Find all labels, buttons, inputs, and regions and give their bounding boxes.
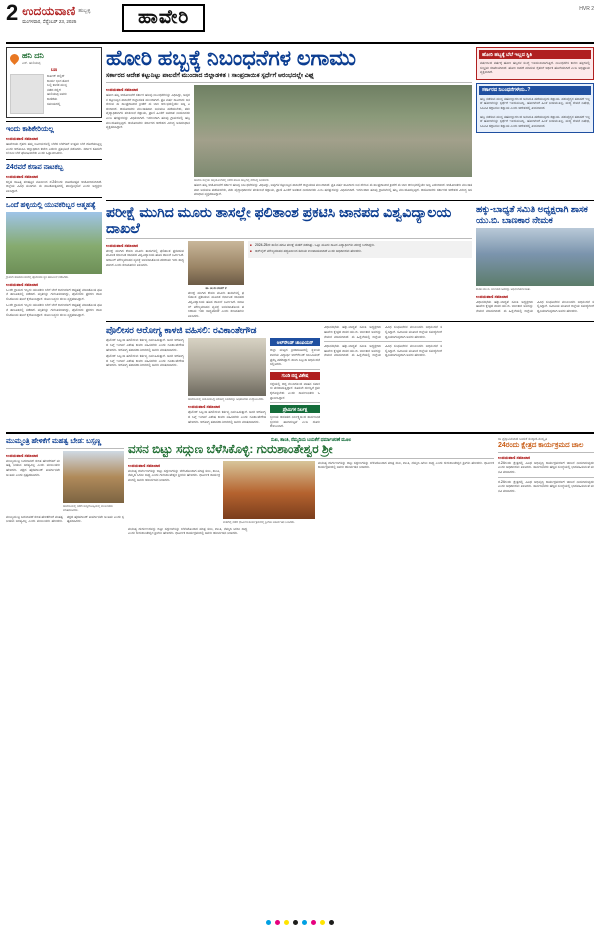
lead-box-1 — [476, 47, 594, 80]
ad-place: ಬಣ — [50, 67, 58, 72]
small-box-1-head: ಗುಂಡಿ ಬಿದ್ದ ವಿಶೇಷ — [270, 372, 320, 380]
registration-dot — [266, 920, 271, 925]
bottom-center-kicker: ಸುಖ, ಶಾಂತಿ, ನೆಮ್ಮದಿಯ ಬಯಕೆಗೆ ಧರ್ಮಾಚರಣೆ ಮೂಲ — [270, 436, 352, 442]
police-byline: ಉದಯವಾಣಿ ಸಮಾಚಾರ — [188, 404, 221, 410]
left-section2-headline: 24ರವರೆ ಕಸಾಪ ನಾಟಕಬ್ಬ — [6, 163, 64, 171]
left-section1-headline: ಇಂದು ಕಾಶಿಕೇರಿಯಲ್ಲ — [6, 126, 54, 133]
lead-side-boxes — [476, 47, 594, 197]
lead-box-1-head: ಹೋರಿ ಹಬ್ಬಕ್ಕೆ ಬೆಲೆ ಇಲ್ಲದ ಸ್ಥಿತಿ — [479, 50, 591, 59]
lead-photo — [194, 85, 472, 177]
bottom-center-story — [128, 437, 494, 536]
lead-headline: ಹೋರಿ ಹಬ್ಬಕ್ಕೆ ನಿಬಂಧನೆಗಳ ಲಗಾಮು — [106, 47, 356, 70]
lead-text-col2: ಹೋರಿ ಹಬ್ಬ ಆಯೋಜನೆಗೆ ಸರ್ಕಾರ ಹಲವು ನಿಬಂಧನೆಗಳನ್ನು ವಿಧಿಸಿದ್ದು, ಅವುಗಳ ಕಟ್ಟುನಿಟ್ಟಿನ ಪಾಲನೆಗೆ ಜಿಲ್ಲಾಡಳಿತ ಮುಂದಾಗಿದೆ. ಪ್ರತಿ ವರ್ಷ ಸಾವಿರಾರು ಜನ ಸೇರುವ ಈ ಸಾಂಪ್ರದಾಯಿಕ ಕ್ರೀಡೆಗೆ ಈ ಬಾರಿ ಆರಂಭದಲ್ಲಿಯೇ ಅಡ್ಡಿ ಎದುರಾಗಿದೆ. ಆಯೋಜಕರು ಮುಂಚಿತವಾಗಿ ಅನುಮತಿ ಪಡೆಯಬೇಕು, ಪಶು ವೈದ್ಯಾಧಿಕಾರಿಗಳ ಪರಿಶೀಲನೆ ಕಡ್ಡಾಯ, ಪ್ರಾಣಿ ಹಿಂಸೆಗೆ ಅವಕಾಶ ನೀಡಬಾರದು ಎಂಬ ಷರತ್ತುಗಳನ್ನು ವಿಧಿಸಲಾಗಿದೆ. ಇದರಿಂದಾಗಿ ಹಲವು ಗ್ರಾಮಗಳಲ್ಲಿ ಹಬ್ಬ ಮುಂದೂಡಲ್ಪಟ್ಟಿದೆ. ಆಯೋಜಕರು ಸರ್ಕಾರದ ಆದೇಶದ ವಿರುದ್ಧ ಅಸಮಾಧಾನ ವ್ಯಕ್ತಪಡಿಸಿದ್ದಾರೆ. — [194, 183, 472, 197]
left-section3-text: ಒಂದೇ ಗ್ರಾಮದ ಇಬ್ಬರು ಯುವಕರು ಬೇರೆ ಬೇರೆ ಕಾರಣಗಳಿಗೆ ಆತ್ಮಹತ್ಯೆ ಮಾಡಿಕೊಂಡ ಘಟನೆ ತಾಲೂಕಿನಲ್ಲಿ ನಡೆದಿದೆ. ಮೃತರನ್ನು ಗುರುತಿಸಲಾಗಿದ್ದು, ಪೊಲೀಸರು ಪ್ರಕರಣ ದಾಖಲಿಸಿಕೊಂಡು ತನಿಖೆ ಕೈಗೊಂಡಿದ್ದಾರೆ. ಕುಟುಂಬಸ್ಥರು ದುಃಖ ವ್ಯಕ್ತಪಡಿಸಿದ್ದಾರೆ. — [6, 287, 102, 301]
police-text-col2: ಪೊಲೀಸ್ ಸಿಬ್ಬಂದಿ ಹಗಲಿರುಳು ಕರ್ತವ್ಯ ನಿರ್ವಹಿಸುತ್ತಾರೆ. ಅವರ ಆರೋಗ್ಯದ ಬಗ್ಗೆ ಇಲಾಖೆ ವಿಶೇಷ ಕಾಳಜಿ ವಹಿಸಬೇಕು ಎಂದು ರವಿಕಾಂತೇಗೌಡ ಹೇಳಿದರು. ಆರೋಗ್ಯ ತಪಾಸಣಾ ಶಿಬಿರದಲ್ಲಿ ಅವರು ಮಾತನಾಡಿದರು. — [188, 410, 266, 424]
champion-text: ಜಿಲ್ಲಾ ಮಟ್ಟದ ಕ್ರೀಡಾಕೂಟದಲ್ಲಿ ಸ್ಥಳೀಯ ಶಾಲೆಯ ವಿದ್ಯಾರ್ಥಿ ಆಲ್‌ರೌಂಡ್ ಚಾಂಪಿಯನ್ ಪ್ರಶಸ್ತಿ ಪಡೆದಿದ್ದಾರೆ. ಶಾಲಾ ಸಿಬ್ಬಂದಿ ಅಭಿನಂದನೆ ಸಲ್ಲಿಸಿದರು. — [270, 348, 320, 367]
lead-photo-caption: ಹಾವೇರಿ ಜಿಲ್ಲೆಯ ಹಳ್ಳಿಯೊಂದರಲ್ಲಿ ನಡೆದ ಹೋರಿ ಹಬ್ಬದಲ್ಲಿ ನೆರೆದಿದ್ದ ಜನಸಾಗರ. — [194, 178, 270, 182]
left-section1-text: ಹಾವೇರಿಯ ರೈತರು ತಮ್ಮ ಜಮೀನುಗಳಲ್ಲಿ ಬೆಳೆದ ಬೆಳೆಗಳಿಗೆ ಉತ್ತಮ ಬೆಲೆ ದೊರೆಯುತ್ತಿಲ್ಲ ಎಂದು ಆರೋಪಿಸಿ ಜಿಲ್ಲಾಧಿಕಾರಿ ಕಚೇರಿ ಎದುರು ಪ್ರತಿಭಟನೆ ನಡೆಸಿದರು. ಸರ್ಕಾರ ಕೂಡಲೇ ಬೆಂಬಲ ಬೆಲೆ ಘೋಷಿಸಬೇಕು ಎಂದು ಒತ್ತಾಯಿಸಿದರು. — [6, 142, 102, 156]
exam-portrait-caption: ಡಾ. ತೀ.ನಂ ಶಂಕರ್ ಕೆ — [205, 285, 227, 290]
bottom-left-byline: ಉದಯವಾಣಿ ಸಮಾಚಾರ — [6, 452, 39, 458]
bottom-left-text: ಮುಖ್ಯಮಂತ್ರಿ ಬದಲಾವಣೆ ಕುರಿತ ಹೇಳಿಕೆಗಳಿಗೆ ಮಹತ್ವ ನೀಡುವ ಅಗತ್ಯವಿಲ್ಲ ಎಂದು ಮುಖಂಡರು ಹೇಳಿದರು. ಪಕ್ಷದ ಹೈಕಮಾಂಡ್ ತೀರ್ಮಾನವೇ ಅಂತಿಮ ಎಂದು ಸ್ಪಷ್ಟಪಡಿಸಿದರು. — [6, 458, 60, 477]
hakku-story — [476, 204, 594, 319]
registration-dot — [320, 920, 325, 925]
bottom-center-photo — [223, 461, 315, 519]
masthead-left — [6, 0, 106, 25]
left-section1-byline: ಉದಯವಾಣಿ ಸಮಾಚಾರ — [6, 136, 39, 141]
registration-dot — [302, 920, 307, 925]
ad-line: ಕಾಣಿಕೆಯ — [47, 96, 58, 101]
hakku-caption: ಶಾಸಕ ಯು.ಬಿ. ಬಾಣಕಾರ ಅವರನ್ನು ಅಭಿನಂದಿಸಲಾಯಿತು. — [476, 286, 531, 291]
registration-dot — [293, 920, 298, 925]
registration-dot — [329, 920, 334, 925]
masthead — [6, 0, 594, 44]
column-left — [6, 47, 102, 429]
bottom-center-text-cont2: ಮನುಷ್ಯ ದುರ್ಗುಣಗಳನ್ನು ಬಿಟ್ಟು ಸದ್ಗುಣಗಳನ್ನು ಬೆಳೆಸಿಕೊಂಡಾಗ ಮಾತ್ರ ಸುಖ, ಶಾಂತಿ, ನೆಮ್ಮದಿ ಸಿಗಲು ಸಾಧ್ಯ ಎಂದು ಗುರುಶಾಂತೇಶ್ವರ ಶ್ರೀಗಳು ಹೇಳಿದರು. ಧಾರ್ಮಿಕ ಕಾರ್ಯಕ್ರಮದಲ್ಲಿ ಅವರು ಆಶೀರ್ವಚನ ನೀಡಿದರು. — [128, 526, 248, 536]
registration-dot — [311, 920, 316, 925]
left-section2-byline: ಉದಯವಾಣಿ ಸಮಾಚಾರ — [6, 173, 39, 179]
hakku-photo — [476, 228, 594, 286]
hakku-text-cont2: ವಿಧಾನಸಭೆಯ ಹಕ್ಕು-ಬಾಧ್ಯತೆ ಸಮಿತಿ ಅಧ್ಯಕ್ಷರಾಗಿ ಹಾವೇರಿ ಕ್ಷೇತ್ರದ ಶಾಸಕ ಯು.ಬಿ. ಬಾಣಕಾರ ಅವರನ್ನು ನೇಮಕ ಮಾಡಲಾಗಿದೆ. ಈ ಹಿನ್ನೆಲೆಯಲ್ಲಿ ಜಿಲ್ಲೆಯ ವಿವಿಧ ಸಂಘಟನೆಗಳ ಮುಖಂಡರು ಅಭಿನಂದನೆ ಸಲ್ಲಿಸಿದ್ದಾರೆ. ಸಮಿತಿಯ ಮೂಲಕ ಜಿಲ್ಲೆಯ ಸಮಸ್ಯೆಗಳಿಗೆ ಧ್ವನಿಯಾಗುವುದಾಗಿ ಅವರು ಹೇಳಿದರು. — [324, 344, 442, 358]
bottom-center-text-cont: ಮನುಷ್ಯ ದುರ್ಗುಣಗಳನ್ನು ಬಿಟ್ಟು ಸದ್ಗುಣಗಳನ್ನು ಬೆಳೆಸಿಕೊಂಡಾಗ ಮಾತ್ರ ಸುಖ, ಶಾಂತಿ, ನೆಮ್ಮದಿ ಸಿಗಲು ಸಾಧ್ಯ ಎಂದು ಗುರುಶಾಂತೇಶ್ವರ ಶ್ರೀಗಳು ಹೇಳಿದರು. ಧಾರ್ಮಿಕ ಕಾರ್ಯಕ್ರಮದಲ್ಲಿ ಅವರು ಆಶೀರ್ವಚನ ನೀಡಿದರು. — [318, 460, 494, 470]
bottom-right-text-cont: ಸೆ.24ರಂದು ಕ್ಷೇತ್ರದಲ್ಲಿ ವಿವಿಧ ಅಭಿವೃದ್ಧಿ ಕಾರ್ಯಕ್ರಮಗಳಿಗೆ ಚಾಲನೆ ನೀಡಲಾಗುವುದು ಎಂದು ಅಧಿಕಾರಿಗಳು ತಿಳಿಸಿದರು. ಸಾರ್ವಜನಿಕರು ಹೆಚ್ಚಿನ ಸಂಖ್ಯೆಯಲ್ಲಿ ಭಾಗವಹಿಸುವಂತೆ ಮನವಿ ಮಾಡಿದರು. — [498, 479, 594, 493]
ad-brand: ಹನಿ ದನಿ — [22, 51, 44, 60]
lead-text-col1: ಹೋರಿ ಹಬ್ಬ ಆಯೋಜನೆಗೆ ಸರ್ಕಾರ ಹಲವು ನಿಬಂಧನೆಗಳನ್ನು ವಿಧಿಸಿದ್ದು, ಅವುಗಳ ಕಟ್ಟುನಿಟ್ಟಿನ ಪಾಲನೆಗೆ ಜಿಲ್ಲಾಡಳಿತ ಮುಂದಾಗಿದೆ. ಪ್ರತಿ ವರ್ಷ ಸಾವಿರಾರು ಜನ ಸೇರುವ ಈ ಸಾಂಪ್ರದಾಯಿಕ ಕ್ರೀಡೆಗೆ ಈ ಬಾರಿ ಆರಂಭದಲ್ಲಿಯೇ ಅಡ್ಡಿ ಎದುರಾಗಿದೆ. ಆಯೋಜಕರು ಮುಂಚಿತವಾಗಿ ಅನುಮತಿ ಪಡೆಯಬೇಕು, ಪಶು ವೈದ್ಯಾಧಿಕಾರಿಗಳ ಪರಿಶೀಲನೆ ಕಡ್ಡಾಯ, ಪ್ರಾಣಿ ಹಿಂಸೆಗೆ ಅವಕಾಶ ನೀಡಬಾರದು ಎಂಬ ಷರತ್ತುಗಳನ್ನು ವಿಧಿಸಲಾಗಿದೆ. ಇದರಿಂದಾಗಿ ಹಲವು ಗ್ರಾಮಗಳಲ್ಲಿ ಹಬ್ಬ ಮುಂದೂಡಲ್ಪಟ್ಟಿದೆ. ಆಯೋಜಕರು ಸರ್ಕಾರದ ಆದೇಶದ ವಿರುದ್ಧ ಅಸಮಾಧಾನ ವ್ಯಕ್ತಪಡಿಸಿದ್ದಾರೆ. — [106, 93, 190, 130]
left-section3-photo — [6, 212, 102, 274]
lead-box-2-text-cont: ಹಬ್ಬ ನಡೆಸುವ ಮುನ್ನ ತಹಶೀಲ್ದಾರರಿಂದ ಅನುಮತಿ ಪಡೆಯುವುದು ಕಡ್ಡಾಯ. ಪಶುವೈದ್ಯರ ತಪಾಸಣೆ ಇಲ್ಲದೆ ಹೋರಿಗಳನ್ನು ಸ್ಪರ್ಧೆಗೆ ಇಳಿಸುವಂತಿಲ್ಲ. ಹೋರಿಗಳಿಗೆ ಹಿಂಸೆ ನೀಡುವಂತಿಲ್ಲ, ಮದ್ಯ ಸೇವನೆ ನಿಷೇಧ, ಸಿಸಿಟಿವಿ ಕಣ್ಗಾವಲು ಕಡ್ಡಾಯ ಎಂದು ಆದೇಶದಲ್ಲಿ ತಿಳಿಸಲಾಗಿದೆ. — [480, 114, 590, 128]
hakku-text: ವಿಧಾನಸಭೆಯ ಹಕ್ಕು-ಬಾಧ್ಯತೆ ಸಮಿತಿ ಅಧ್ಯಕ್ಷರಾಗಿ ಹಾವೇರಿ ಕ್ಷೇತ್ರದ ಶಾಸಕ ಯು.ಬಿ. ಬಾಣಕಾರ ಅವರನ್ನು ನೇಮಕ ಮಾಡಲಾಗಿದೆ. ಈ ಹಿನ್ನೆಲೆಯಲ್ಲಿ ಜಿಲ್ಲೆಯ ವಿವಿಧ ಸಂಘಟನೆಗಳ ಮುಖಂಡರು ಅಭಿನಂದನೆ ಸಲ್ಲಿಸಿದ್ದಾರೆ. ಸಮಿತಿಯ ಮೂಲಕ ಜಿಲ್ಲೆಯ ಸಮಸ್ಯೆಗಳಿಗೆ ಧ್ವನಿಯಾಗುವುದಾಗಿ ಅವರು ಹೇಳಿದರು. — [476, 299, 594, 313]
bottom-right-story — [498, 437, 594, 536]
bottom-center-headline: ವಸನ ಬಿಟ್ಟು ಸದ್ಗುಣ ಬೆಳೆಸಿಕೊಳ್ಳಿ: ಗುರುಶಾಂತೇಶ್ವರ ಶ್ರೀ — [128, 441, 333, 456]
exam-bullet: ■ 2024-25ನೇ ಸಾಲಿನ ಪದವಿ ಪರೀಕ್ಷೆ ಈಚೆಗೆ ನಡೆದಿತ್ತು. ಒಟ್ಟು ಮೂರು ಸಾವಿರ ವಿದ್ಯಾರ್ಥಿಗಳು ಪರೀಕ್ಷೆ ಬರೆದಿದ್ದರು. — [250, 243, 470, 248]
lead-box-2-text: ಹಬ್ಬ ನಡೆಸುವ ಮುನ್ನ ತಹಶೀಲ್ದಾರರಿಂದ ಅನುಮತಿ ಪಡೆಯುವುದು ಕಡ್ಡಾಯ. ಪಶುವೈದ್ಯರ ತಪಾಸಣೆ ಇಲ್ಲದೆ ಹೋರಿಗಳನ್ನು ಸ್ಪರ್ಧೆಗೆ ಇಳಿಸುವಂತಿಲ್ಲ. ಹೋರಿಗಳಿಗೆ ಹಿಂಸೆ ನೀಡುವಂತಿಲ್ಲ, ಮದ್ಯ ಸೇವನೆ ನಿಷೇಧ, ಸಿಸಿಟಿವಿ ಕಣ್ಗಾವಲು ಕಡ್ಡಾಯ ಎಂದು ಆದೇಶದಲ್ಲಿ ತಿಳಿಸಲಾಗಿದೆ. — [480, 96, 590, 110]
exam-bullet: ■ ಆನ್‌ಲೈನ್ ಮೌಲ್ಯಮಾಪನ ಪದ್ಧತಿಯಿಂದ ಸಮಯ ಉಳಿತಾಯವಾಗಿದೆ ಎಂದು ಅಧಿಕಾರಿಗಳು ಹೇಳಿದರು. — [250, 249, 470, 254]
ad-line: ಕಾರ್ಯ ಭಾರ ತೋರ — [47, 78, 70, 83]
second-band — [106, 204, 594, 319]
ad-sub: ಎಸ್. ಹುಲಿಯಪ್ಪ — [22, 61, 41, 65]
paper-name: ಉದಯವಾಣಿ — [22, 4, 76, 18]
left-section3-text-cont: ಒಂದೇ ಗ್ರಾಮದ ಇಬ್ಬರು ಯುವಕರು ಬೇರೆ ಬೇರೆ ಕಾರಣಗಳಿಗೆ ಆತ್ಮಹತ್ಯೆ ಮಾಡಿಕೊಂಡ ಘಟನೆ ತಾಲೂಕಿನಲ್ಲಿ ನಡೆದಿದೆ. ಮೃತರನ್ನು ಗುರುತಿಸಲಾಗಿದ್ದು, ಪೊಲೀಸರು ಪ್ರಕರಣ ದಾಖಲಿಸಿಕೊಂಡು ತನಿಖೆ ಕೈಗೊಂಡಿದ್ದಾರೆ. ಕುಟುಂಬಸ್ಥರು ದುಃಖ ವ್ಯಕ್ತಪಡಿಸಿದ್ದಾರೆ. — [6, 303, 102, 317]
bottom-center-text: ಮನುಷ್ಯ ದುರ್ಗುಣಗಳನ್ನು ಬಿಟ್ಟು ಸದ್ಗುಣಗಳನ್ನು ಬೆಳೆಸಿಕೊಂಡಾಗ ಮಾತ್ರ ಸುಖ, ಶಾಂತಿ, ನೆಮ್ಮದಿ ಸಿಗಲು ಸಾಧ್ಯ ಎಂದು ಗುರುಶಾಂತೇಶ್ವರ ಶ್ರೀಗಳು ಹೇಳಿದರು. ಧಾರ್ಮಿಕ ಕಾರ್ಯಕ್ರಮದಲ್ಲಿ ಅವರು ಆಶೀರ್ವಚನ ನೀಡಿದರು. — [128, 468, 220, 483]
exam-text-2: ಪರೀಕ್ಷೆ ಮುಗಿದ ಕೇವಲ ಮೂರು ತಾಸುಗಳಲ್ಲಿ ಫಲಿತಾಂಶ ಪ್ರಕಟಿಸುವ ಮೂಲಕ ಕರ್ನಾಟಕ ಜಾನಪದ ವಿಶ್ವವಿದ್ಯಾಲಯ ಹೊಸ ದಾಖಲೆ ನಿರ್ಮಿಸಿದೆ. ಡಿಜಿಟಲ್ ಮೌಲ್ಯಮಾಪನ ವ್ಯವಸ್ಥೆ ಅಳವಡಿಸಿಕೊಂಡ ಪರಿಣಾಮ ಇದು ಸಾಧ್ಯವಾಗಿದೆ ಎಂದು ಕುಲಪತಿಗಳು ತಿಳಿಸಿದರು. — [188, 290, 244, 318]
ad-text — [47, 74, 98, 114]
police-text-col1b: ಪೊಲೀಸ್ ಸಿಬ್ಬಂದಿ ಹಗಲಿರುಳು ಕರ್ತವ್ಯ ನಿರ್ವಹಿಸುತ್ತಾರೆ. ಅವರ ಆರೋಗ್ಯದ ಬಗ್ಗೆ ಇಲಾಖೆ ವಿಶೇಷ ಕಾಳಜಿ ವಹಿಸಬೇಕು ಎಂದು ರವಿಕಾಂತೇಗೌಡ ಹೇಳಿದರು. ಆರೋಗ್ಯ ತಪಾಸಣಾ ಶಿಬಿರದಲ್ಲಿ ಅವರು ಮಾತನಾಡಿದರು. — [106, 354, 184, 368]
left-section3-byline: ಉದಯವಾಣಿ ಸಮಾಚಾರ — [6, 281, 39, 287]
ad-image — [10, 74, 44, 114]
page-number: 2 — [6, 0, 19, 25]
police-caption: ಹಾವೇರಿಯಲ್ಲಿ ಆಯೋಜಿಸಿದ್ದ ಆರೋಗ್ಯ ಶಿಬಿರವನ್ನು ಅಧಿಕಾರಿಗಳು ಉದ್ಘಾಟಿಸಿದರು. — [188, 397, 265, 402]
police-text-col1: ಪೊಲೀಸ್ ಸಿಬ್ಬಂದಿ ಹಗಲಿರುಳು ಕರ್ತವ್ಯ ನಿರ್ವಹಿಸುತ್ತಾರೆ. ಅವರ ಆರೋಗ್ಯದ ಬಗ್ಗೆ ಇಲಾಖೆ ವಿಶೇಷ ಕಾಳಜಿ ವಹಿಸಬೇಕು ಎಂದು ರವಿಕಾಂತೇಗೌಡ ಹೇಳಿದರು. ಆರೋಗ್ಯ ತಪಾಸಣಾ ಶಿಬಿರದಲ್ಲಿ ಅವರು ಮಾತನಾಡಿದರು. — [106, 338, 184, 352]
exam-story — [106, 204, 472, 319]
paper-date: ಮಂಗಳವಾರ, ಸೆಪ್ಟೆಂಬರ್ 23, 2025 — [22, 19, 77, 24]
hakku-headline: ಹಕ್ಕು-ಬಾಧ್ಯತೆ ಸಮಿತಿ ಅಧ್ಯಕ್ಷರಾಗಿ ಶಾಸಕ ಯು.ಬಿ. ಬಾಣಕಾರ ನೇಮಕ — [476, 203, 588, 225]
hakku-text-cont: ವಿಧಾನಸಭೆಯ ಹಕ್ಕು-ಬಾಧ್ಯತೆ ಸಮಿತಿ ಅಧ್ಯಕ್ಷರಾಗಿ ಹಾವೇರಿ ಕ್ಷೇತ್ರದ ಶಾಸಕ ಯು.ಬಿ. ಬಾಣಕಾರ ಅವರನ್ನು ನೇಮಕ ಮಾಡಲಾಗಿದೆ. ಈ ಹಿನ್ನೆಲೆಯಲ್ಲಿ ಜಿಲ್ಲೆಯ ವಿವಿಧ ಸಂಘಟನೆಗಳ ಮುಖಂಡರು ಅಭಿನಂದನೆ ಸಲ್ಲಿಸಿದ್ದಾರೆ. ಸಮಿತಿಯ ಮೂಲಕ ಜಿಲ್ಲೆಯ ಸಮಸ್ಯೆಗಳಿಗೆ ಧ್ವನಿಯಾಗುವುದಾಗಿ ಅವರು ಹೇಳಿದರು. — [324, 325, 442, 339]
champion-head: ಆಲ್‌ರೌಂಡ್ ಚಾಂಪಿಯನ್ — [270, 338, 320, 346]
hakku-byline: ಉದಯವಾಣಿ ಸಮಾಚಾರ — [476, 293, 509, 299]
ad-line: ಬಲ್ಲಿ ಕಾಣಿಕ ಮುನ್ನ — [47, 83, 68, 88]
lead-box-1-text: ವರ್ಷದಿಂದ ವರ್ಷಕ್ಕೆ ಹೋರಿ ಹಬ್ಬಗಳ ಸಂಖ್ಯೆ ಇಳಿಮುಖವಾಗುತ್ತಿದೆ. ನಿಬಂಧನೆಗಳ ಕಾರಣ ಹಳ್ಳಿಗಳಲ್ಲಿ ಸಂಭ್ರಮ ಕಡಿಮೆಯಾಗಿದೆ. ಹೋರಿ ಸಾಕಣೆ ಮಾಡುವ ರೈತರಿಗೆ ಆರ್ಥಿಕ ಹೊರೆಯಾಗಿದೆ ಎಂಬ ಅಭಿಪ್ರಾಯ ವ್ಯಕ್ತವಾಗಿದೆ. — [480, 61, 590, 75]
exam-text: ಪರೀಕ್ಷೆ ಮುಗಿದ ಕೇವಲ ಮೂರು ತಾಸುಗಳಲ್ಲಿ ಫಲಿತಾಂಶ ಪ್ರಕಟಿಸುವ ಮೂಲಕ ಕರ್ನಾಟಕ ಜಾನಪದ ವಿಶ್ವವಿದ್ಯಾಲಯ ಹೊಸ ದಾಖಲೆ ನಿರ್ಮಿಸಿದೆ. ಡಿಜಿಟಲ್ ಮೌಲ್ಯಮಾಪನ ವ್ಯವಸ್ಥೆ ಅಳವಡಿಸಿಕೊಂಡ ಪರಿಣಾಮ ಇದು ಸಾಧ್ಯವಾಗಿದೆ ಎಂದು ಕುಲಪತಿಗಳು ತಿಳಿಸಿದರು. — [106, 248, 184, 267]
edition-title-wrap — [106, 4, 554, 32]
bottom-center-byline: ಉದಯವಾಣಿ ಸಮಾಚಾರ — [128, 462, 161, 468]
registration-dot — [275, 920, 280, 925]
lead-byline: ಉದಯವಾಣಿ ಸಮಾಚಾರ — [106, 87, 139, 92]
police-photo — [188, 338, 266, 396]
exam-headline: ಪರೀಕ್ಷೆ ಮುಗಿದ ಮೂರು ತಾಸಲ್ಲೇ ಫಲಿತಾಂಶ ಪ್ರಕಟಿಸಿ ಜಾನಪದ ವಿಶ್ವವಿದ್ಯಾಲಯ ದಾಖಲೆ — [106, 203, 452, 236]
registration-marks — [266, 920, 334, 925]
bottom-left-caption: ಹಾವೇರಿಯಲ್ಲಿ ನಡೆದ ಸುದ್ದಿಗೋಷ್ಠಿಯಲ್ಲಿ ಮುಖಂಡರು ಮಾತನಾಡಿದರು. — [63, 503, 113, 512]
small-box-1-text: ರಸ್ತೆಯಲ್ಲಿ ಬಿದ್ದ ಗುಂಡಿಗಳಿಂದ ವಾಹನ ಸವಾರರು ಪರದಾಡುತ್ತಿದ್ದಾರೆ. ಕೂಡಲೇ ದುರಸ್ತಿಗೆ ಕ್ರಮ ಕೈಗೊಳ್ಳಬೇಕು ಎಂದು ಸಾರ್ವಜನಿಕರು ಒತ್ತಾಯಿಸಿದ್ದಾರೆ. — [270, 381, 320, 400]
bottom-left-story — [6, 437, 124, 536]
droplet-icon — [8, 52, 21, 65]
ad-top-left — [6, 47, 102, 118]
main-grid — [6, 47, 594, 429]
left-section2-text: ಕನ್ನಡ ಸಾಹಿತ್ಯ ಪರಿಷತ್ತಿನ ವತಿಯಿಂದ ಸೆ.24ರಂದು ನಾಟಕೋತ್ಸವ ಆಯೋಜಿಸಲಾಗಿದೆ. ಜಿಲ್ಲೆಯ ವಿವಿಧ ತಂಡಗಳು ಈ ನಾಟಕೋತ್ಸವದಲ್ಲಿ ಪಾಲ್ಗೊಳ್ಳಲಿವೆ ಎಂದು ಅಧ್ಯಕ್ಷರು ತಿಳಿಸಿದ್ದಾರೆ. — [6, 179, 102, 193]
edition-title: ಹಾವೇರಿ — [122, 4, 205, 32]
ad-logo-row — [10, 51, 98, 65]
ad-line: ಹುಲಿಯಪ್ಪ ಅವರು — [47, 92, 67, 97]
lead-story — [106, 47, 594, 197]
exam-portrait — [188, 241, 244, 285]
bottom-right-headline: 24ರಂದು ಕ್ಷೇತ್ರದ ಕಾರ್ಯಕ್ರಮದ ಚಾಲ — [498, 441, 584, 449]
exam-bullets — [248, 241, 472, 258]
bottom-left-photo — [63, 451, 124, 503]
police-headline: ಪೊಲೀಸರ ಆರೋಗ್ಯ ಕಾಳಜಿ ವಹಿಸಲಿ: ರವಿಕಾಂತೇಗೌಡ — [106, 325, 257, 336]
bottom-right-text: ಸೆ.24ರಂದು ಕ್ಷೇತ್ರದಲ್ಲಿ ವಿವಿಧ ಅಭಿವೃದ್ಧಿ ಕಾರ್ಯಕ್ರಮಗಳಿಗೆ ಚಾಲನೆ ನೀಡಲಾಗುವುದು ಎಂದು ಅಧಿಕಾರಿಗಳು ತಿಳಿಸಿದರು. ಸಾರ್ವಜನಿಕರು ಹೆಚ್ಚಿನ ಸಂಖ್ಯೆಯಲ್ಲಿ ಭಾಗವಹಿಸುವಂತೆ ಮನವಿ ಮಾಡಿದರು. — [498, 460, 594, 475]
ad-line: ಕಾರ್ತಿಕ್ ಬಿಲ್ಲಿಸ್ — [47, 74, 65, 78]
lead-subhead: ಸರ್ಕಾರದ ಆದೇಶ ಕಟ್ಟುನಿಟ್ಟು ಪಾಲನೆಗೆ ಮುಂದಾದ ಜಿಲ್ಲಾಡಳಿತ । ಸಾಂಪ್ರದಾಯಿಕ ಸ್ಪರ್ಧೆಗೆ ಆರಂಭದಲ್ಲೇ ವಿಘ್ನ — [106, 72, 315, 79]
paper-tag: ಹುಬ್ಬಳ್ಳಿ — [78, 8, 91, 14]
column-center — [106, 47, 594, 429]
bottom-center-caption: ಮಠದಲ್ಲಿ ನಡೆದ ಧಾರ್ಮಿಕ ಕಾರ್ಯಕ್ರಮದಲ್ಲಿ ಶ್ರೀಗಳು ಆಶೀರ್ವಚನ ನೀಡಿದರು. — [223, 519, 296, 524]
hakku-continued — [324, 325, 442, 429]
bottom-right-kicker: ಸಾ ಪ್ರಸ್ತಾಪಿಸಲಾದ ಬಯಕೆ ಸಂಸ್ಕಾರ-ಸಂಸ್ಕೃತಿ — [498, 436, 548, 441]
bottom-right-byline: ಉದಯವಾಣಿ ಸಮಾಚಾರ — [498, 454, 531, 460]
small-box-2-head: ಪ್ರೇಮಿಗಳ ನಿರ್ಲಕ್ಷ — [270, 405, 320, 413]
third-band — [106, 325, 594, 429]
registration-dot — [284, 920, 289, 925]
lead-box-2 — [476, 83, 594, 134]
bottom-left-text-cont: ಮುಖ್ಯಮಂತ್ರಿ ಬದಲಾವಣೆ ಕುರಿತ ಹೇಳಿಕೆಗಳಿಗೆ ಮಹತ್ವ ನೀಡುವ ಅಗತ್ಯವಿಲ್ಲ ಎಂದು ಮುಖಂಡರು ಹೇಳಿದರು. ಪಕ್ಷದ ಹೈಕಮಾಂಡ್ ತೀರ್ಮಾನವೇ ಅಂತಿಮ ಎಂದು ಸ್ಪಷ್ಟಪಡಿಸಿದರು. — [6, 514, 124, 524]
bottom-strip — [6, 432, 594, 536]
police-story — [106, 325, 320, 429]
corner-code: HVR 2 — [579, 6, 594, 12]
left-section3-headline: ಒಂದೆ ಹಳ್ಳಿಯಲ್ಲಿ ಯುವಕರಿಬ್ಬರ ಆತ್ಮಹತ್ಯೆ — [6, 201, 96, 209]
ad-line: ಸಮಯದಲ್ಲಿ — [47, 101, 61, 106]
ad-line: ನಡೆದ ಕಣ್ಣಿಗೆ — [47, 87, 61, 92]
lead-box-2-head: ಸರ್ಕಾರದ ನಿಬಂಧನೆಗಳೇನು..? — [479, 86, 591, 95]
bottom-left-headline: ಮುಮ್ಮಂತ್ರಿ ಹೇಳಿಕೆಗೆ ಮಹತ್ವ ಬೇಡ: ಬಸ್ಸಣ್ಣ — [6, 437, 102, 445]
small-box-2-text: ಸ್ಥಳೀಯ ಆಡಳಿತದ ನಿರ್ಲಕ್ಷ್ಯದಿಂದ ಸಾರ್ವಜನಿಕ ಸ್ಥಳಗಳು ಹಾಳಾಗುತ್ತಿವೆ ಎಂಬ ದೂರು ಕೇಳಿಬಂದಿದೆ. — [270, 415, 320, 429]
exam-byline: ಉದಯವಾಣಿ ಸಮಾಚಾರ — [106, 242, 139, 248]
left-section3-caption: ಗ್ರಾಮದ ಹೊರವಲಯದಲ್ಲಿ ಪೊಲೀಸರು ಸ್ಥಳ ಪರಿಶೀಲನೆ ನಡೆಸಿದರು. — [6, 274, 69, 279]
paper-logo — [22, 4, 76, 24]
